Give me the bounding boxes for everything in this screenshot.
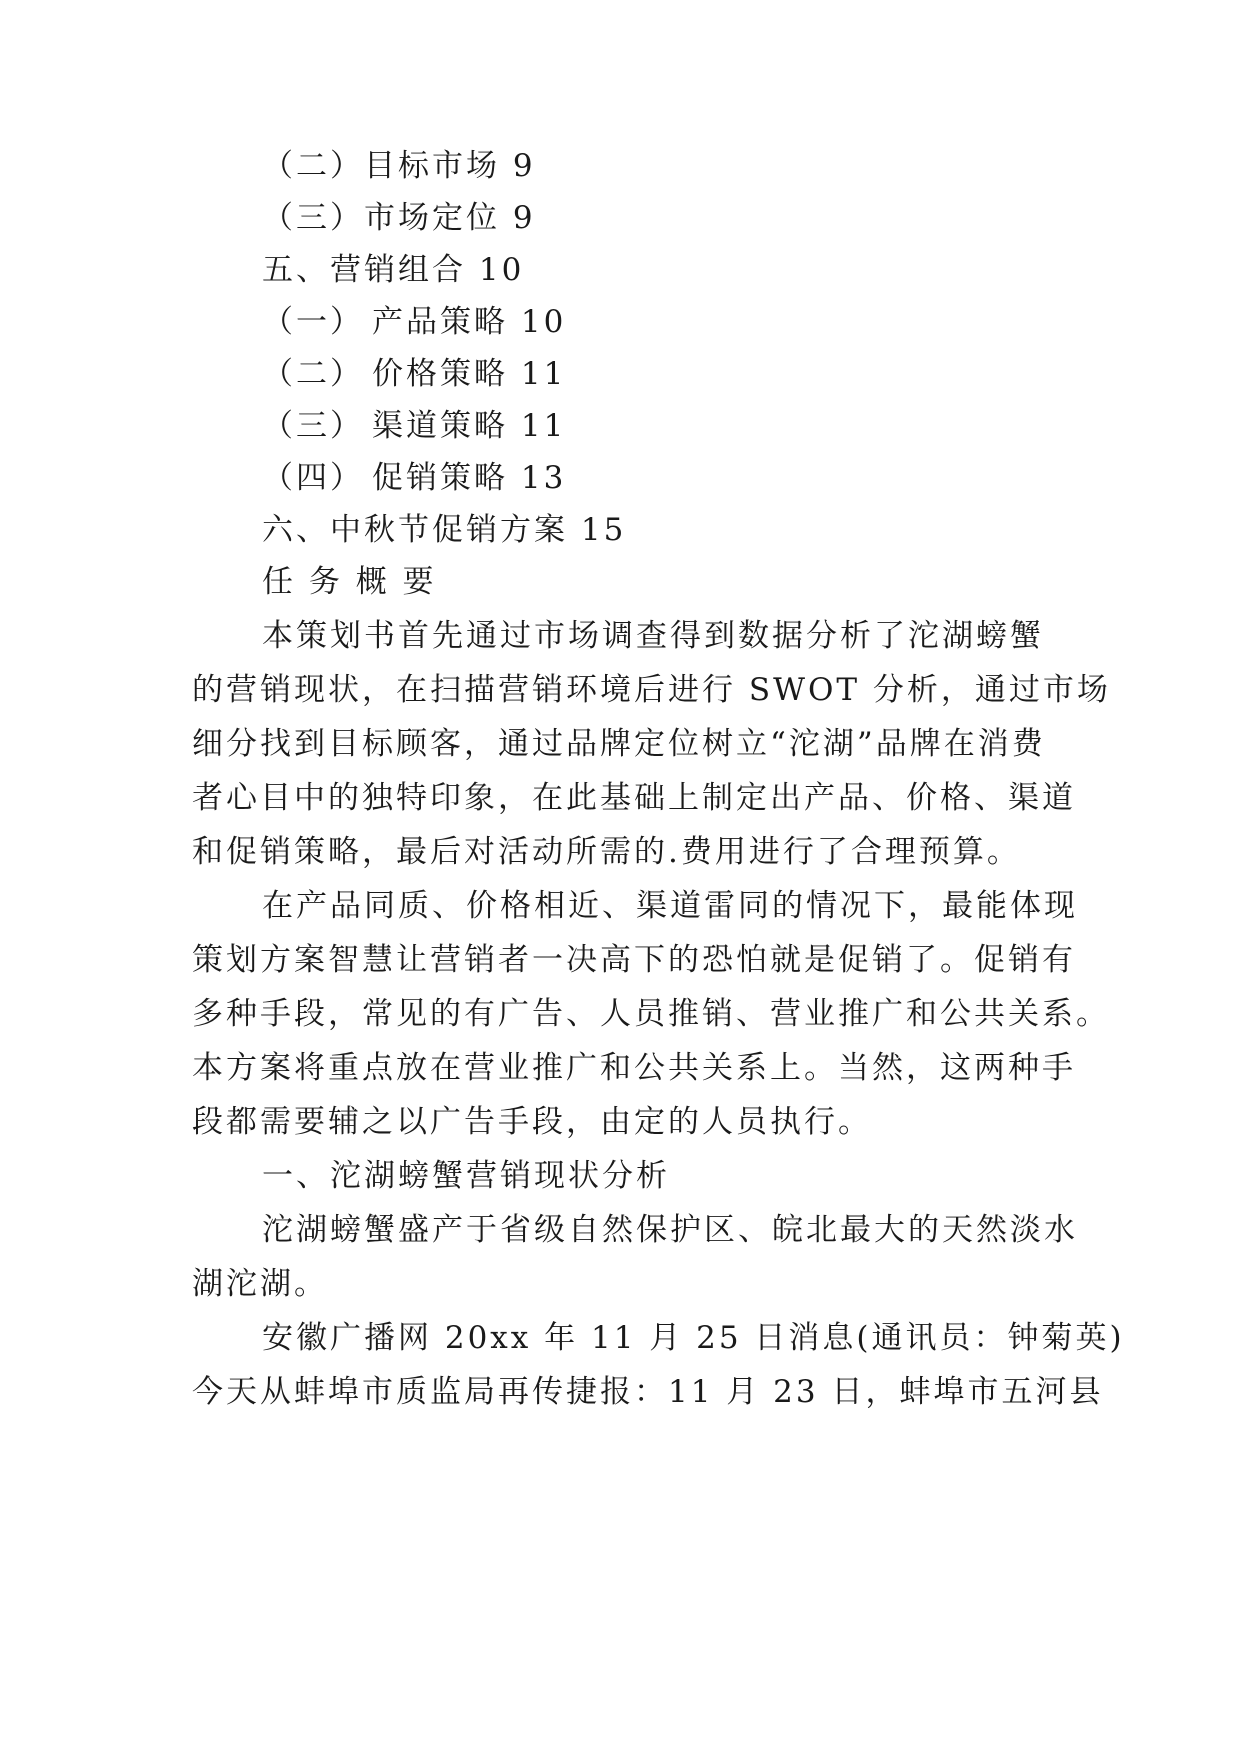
toc-item-channel-strategy	[262, 406, 566, 446]
toc-item-label: 促销策略 13	[372, 460, 567, 496]
toc-item-product-strategy	[262, 302, 566, 342]
overview-heading: 任 务 概 要	[262, 564, 437, 600]
section-heading: 一、沱湖螃蟹营销现状分析	[262, 1158, 670, 1194]
toc-item-number: （三）	[262, 408, 364, 444]
paragraph-line: 本方案将重点放在营业推广和公共关系上。当然，这两种手	[192, 1050, 1076, 1086]
toc-item-mid-autumn-plan: 六、中秋节促销方案 15	[262, 512, 627, 548]
paragraph-line: 多种手段，常见的有广告、人员推销、营业推广和公共关系。	[192, 996, 1110, 1032]
paragraph-line: 段都需要辅之以广告手段，由定的人员执行。	[192, 1104, 872, 1140]
paragraph-line: 的营销现状，在扫描营销环境后进行 SWOT 分析，通过市场	[192, 672, 1111, 708]
toc-item-marketing-mix: 五、营销组合 10	[262, 252, 525, 288]
paragraph-line: 本策划书首先通过市场调查得到数据分析了沱湖螃蟹	[262, 618, 1044, 654]
toc-item-target-market: （二）目标市场 9	[262, 148, 536, 184]
toc-item-label: 产品策略 10	[372, 304, 567, 340]
toc-item-label: 价格策略 11	[372, 356, 567, 392]
paragraph-line: 和促销策略，最后对活动所需的.费用进行了合理预算。	[192, 834, 1021, 870]
toc-item-number: （一）	[262, 304, 364, 340]
paragraph-line: 安徽广播网 20xx 年 11 月 25 日消息(通讯员：钟菊英)	[262, 1320, 1125, 1356]
paragraph-line: 者心目中的独特印象，在此基础上制定出产品、价格、渠道	[192, 780, 1076, 816]
paragraph-line: 细分找到目标顾客，通过品牌定位树立“沱湖”品牌在消费	[192, 726, 1046, 762]
paragraph-line: 沱湖螃蟹盛产于省级自然保护区、皖北最大的天然淡水	[262, 1212, 1078, 1248]
toc-item-number: （四）	[262, 460, 364, 496]
paragraph-line: 今天从蚌埠市质监局再传捷报：11 月 23 日，蚌埠市五河县	[192, 1374, 1104, 1410]
toc-item-promotion-strategy	[262, 458, 566, 498]
paragraph-line: 策划方案智慧让营销者一决高下的恐怕就是促销了。促销有	[192, 942, 1076, 978]
toc-item-label: 渠道策略 11	[372, 408, 567, 444]
toc-item-number: （二）	[262, 356, 364, 392]
paragraph-line: 湖沱湖。	[192, 1266, 328, 1302]
toc-item-market-positioning: （三）市场定位 9	[262, 200, 536, 236]
paragraph-line: 在产品同质、价格相近、渠道雷同的情况下，最能体现	[262, 888, 1078, 924]
toc-item-price-strategy	[262, 354, 566, 394]
